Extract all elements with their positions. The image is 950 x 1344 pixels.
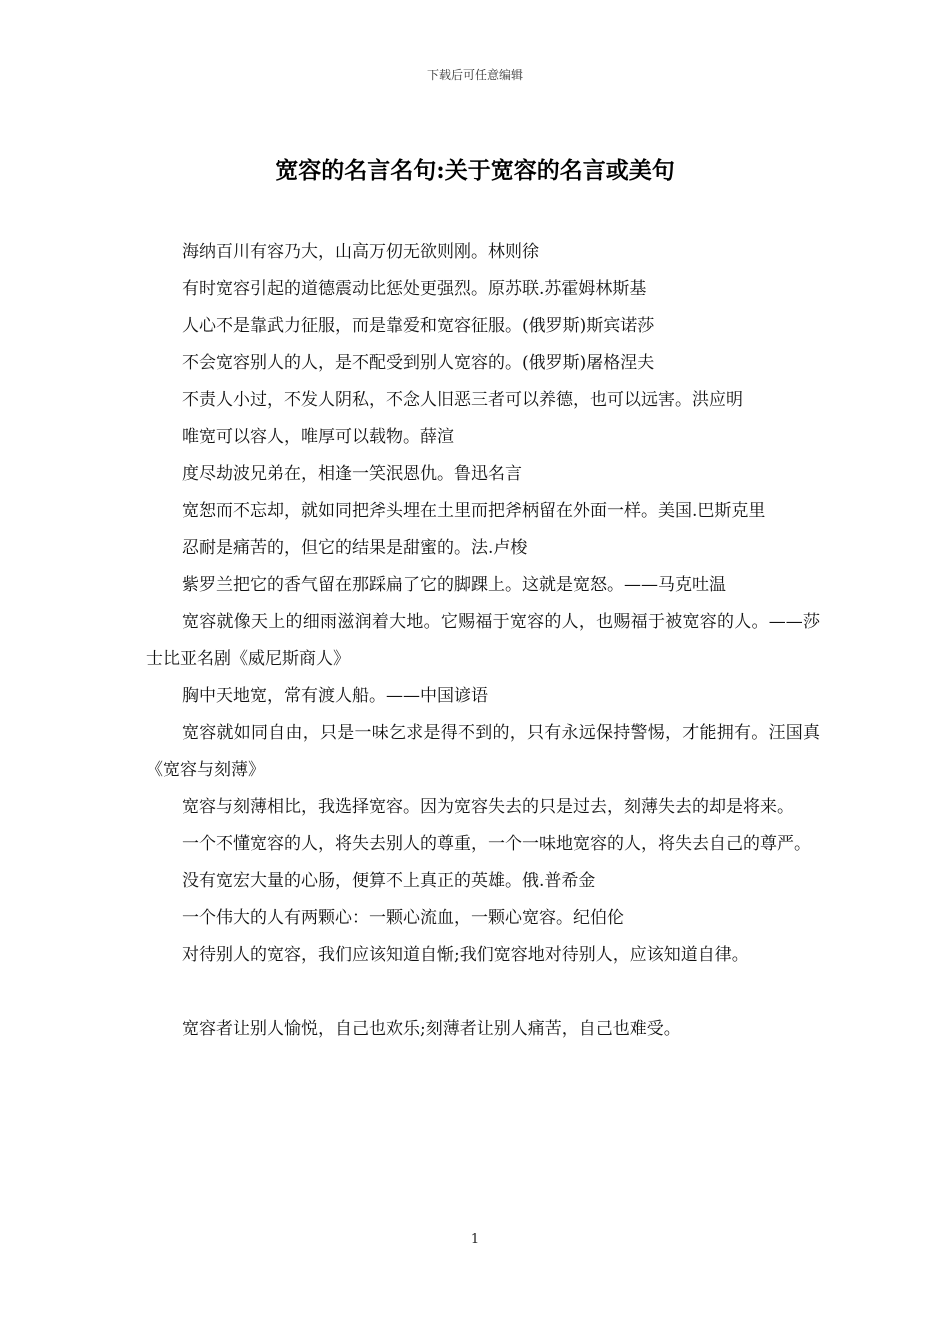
- quote-paragraph: 胸中天地宽，常有渡人船。——中国谚语: [182, 686, 488, 706]
- quote-paragraph: 对待别人的宽容，我们应该知道自惭;我们宽容地对待别人，应该知道自律。: [182, 945, 749, 965]
- quote-paragraph: 海纳百川有容乃大，山高万仞无欲则刚。林则徐: [182, 242, 539, 262]
- page-number: 1: [470, 1232, 480, 1247]
- quote-paragraph: 宽容者让别人愉悦，自己也欢乐;刻薄者让别人痛苦，自己也难受。: [182, 1019, 681, 1039]
- quote-paragraph: 不责人小过，不发人阴私，不念人旧恶三者可以养德，也可以远害。洪应明: [182, 390, 743, 410]
- quote-paragraph: 有时宽容引起的道德震动比惩处更强烈。原苏联.苏霍姆林斯基: [182, 279, 647, 299]
- quote-paragraph: 没有宽宏大量的心肠，便算不上真正的英雄。俄.普希金: [182, 871, 596, 891]
- quote-paragraph: 忍耐是痛苦的，但它的结果是甜蜜的。法.卢梭: [182, 538, 528, 558]
- header-note: 下载后可任意编辑: [426, 68, 523, 82]
- quote-paragraph: 一个伟大的人有两颗心：一颗心流血，一颗心宽容。纪伯伦: [182, 908, 624, 928]
- document-body: [146, 234, 820, 1048]
- quote-paragraph: 人心不是靠武力征服，而是靠爱和宽容征服。(俄罗斯)斯宾诺莎: [182, 316, 655, 336]
- quote-paragraph: 宽容与刻薄相比，我选择宽容。因为宽容失去的只是过去，刻薄失去的却是将来。: [182, 797, 794, 817]
- quote-paragraph: 度尽劫波兄弟在，相逢一笑泯恩仇。鲁迅名言: [182, 464, 522, 484]
- quote-paragraph: 宽恕而不忘却，就如同把斧头埋在土里而把斧柄留在外面一样。美国.巴斯克里: [182, 501, 766, 521]
- quote-paragraph: 紫罗兰把它的香气留在那踩扁了它的脚踝上。这就是宽怒。——马克吐温: [182, 575, 726, 595]
- page-title: 宽容的名言名句:关于宽容的名言或美句: [275, 157, 675, 184]
- quote-paragraph: 不会宽容别人的人，是不配受到别人宽容的。(俄罗斯)屠格涅夫: [182, 353, 655, 373]
- quote-paragraph: 一个不懂宽容的人，将失去别人的尊重，一个一味地宽容的人，将失去自己的尊严。: [182, 834, 811, 854]
- quote-paragraph: 宽容就如同自由，只是一味乞求是得不到的，只有永远保持警惕，才能拥有。汪国真《宽容与刻薄》: [146, 723, 820, 780]
- quote-paragraph: 唯宽可以容人，唯厚可以载物。薛渲: [182, 427, 454, 447]
- quote-paragraph: 宽容就像天上的细雨滋润着大地。它赐福于宽容的人，也赐福于被宽容的人。——莎士比亚名剧《威尼斯商人》: [146, 612, 820, 669]
